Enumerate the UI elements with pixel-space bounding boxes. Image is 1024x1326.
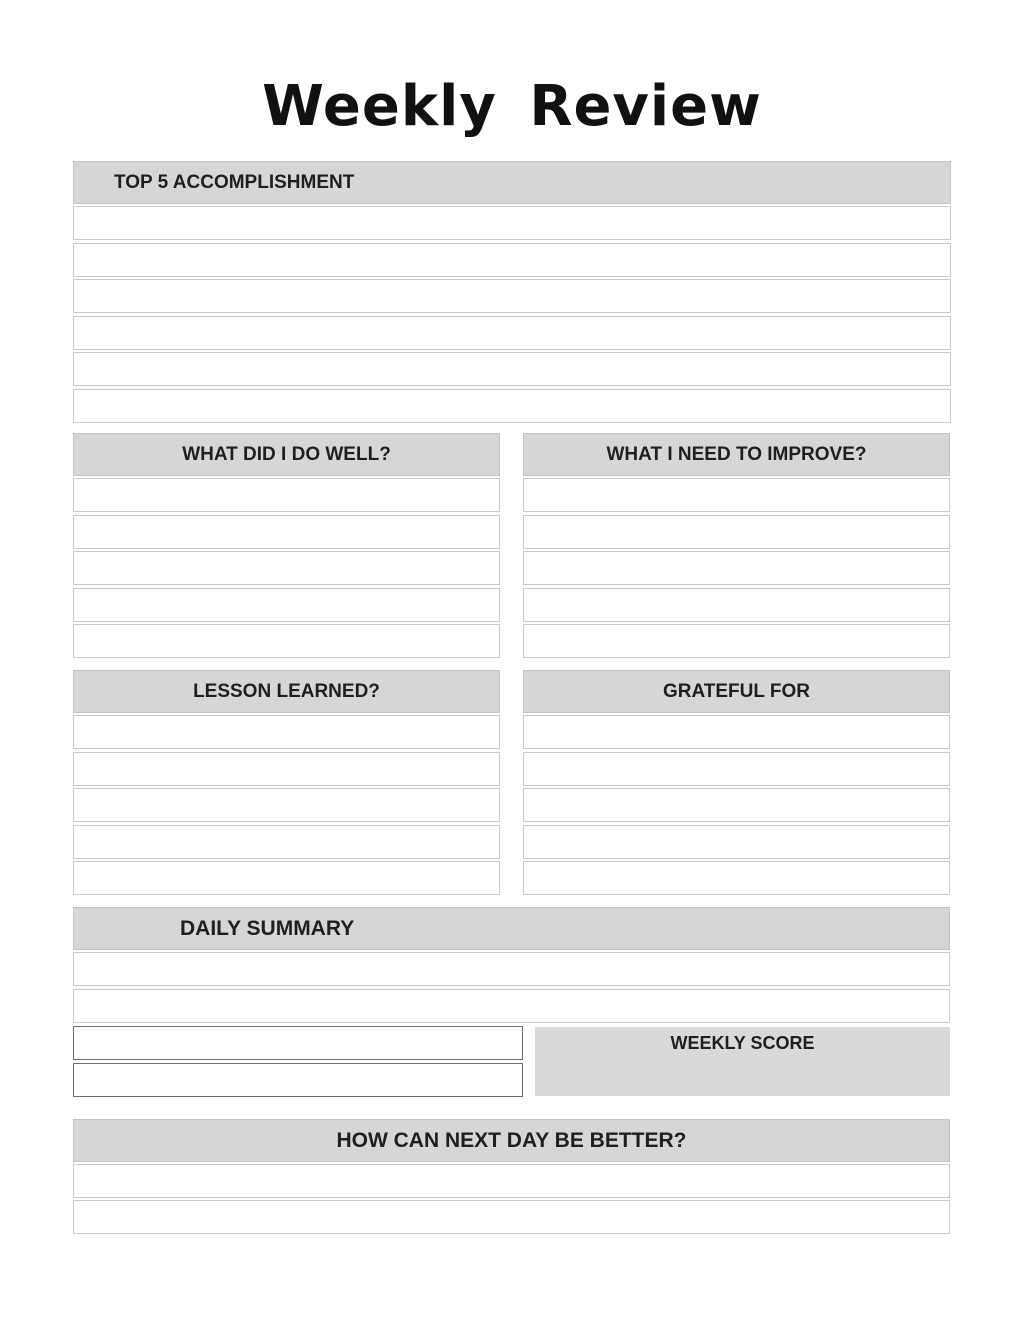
accomplishment-header: TOP 5 ACCOMPLISHMENT [73,161,951,204]
next-day-line-1[interactable] [73,1164,950,1198]
improve-line-3[interactable] [523,551,950,585]
accomplishment-line-1[interactable] [73,206,951,240]
grateful-line-1[interactable] [523,715,950,749]
did-well-line-2[interactable] [73,515,500,549]
grateful-line-5[interactable] [523,861,950,895]
accomplishment-line-3[interactable] [73,279,951,313]
improve-line-1[interactable] [523,478,950,512]
next-day-line-2[interactable] [73,1200,950,1234]
daily-summary-line-3[interactable] [73,1026,523,1060]
lesson-line-5[interactable] [73,861,500,895]
accomplishment-line-2[interactable] [73,243,951,277]
lesson-line-2[interactable] [73,752,500,786]
grateful-line-4[interactable] [523,825,950,859]
daily-summary-line-2[interactable] [73,989,950,1023]
weekly-score-box[interactable] [535,1027,950,1096]
weekly-score-label: WEEKLY SCORE [670,1033,815,1053]
grateful-header: GRATEFUL FOR [523,670,950,713]
did-well-header: WHAT DID I DO WELL? [73,433,500,476]
lesson-line-1[interactable] [73,715,500,749]
improve-line-4[interactable] [523,588,950,622]
improve-line-2[interactable] [523,515,950,549]
page-title: Weekly Review [262,74,762,139]
grateful-line-2[interactable] [523,752,950,786]
did-well-line-3[interactable] [73,551,500,585]
daily-summary-line-1[interactable] [73,952,950,986]
did-well-line-4[interactable] [73,588,500,622]
improve-line-5[interactable] [523,624,950,658]
lesson-line-3[interactable] [73,788,500,822]
accomplishment-line-6[interactable] [73,389,951,423]
did-well-line-5[interactable] [73,624,500,658]
did-well-line-1[interactable] [73,478,500,512]
improve-header: WHAT I NEED TO IMPROVE? [523,433,950,476]
accomplishment-line-4[interactable] [73,316,951,350]
accomplishment-line-5[interactable] [73,352,951,386]
lesson-line-4[interactable] [73,825,500,859]
daily-summary-header: DAILY SUMMARY [73,907,950,950]
next-day-header: HOW CAN NEXT DAY BE BETTER? [73,1119,950,1162]
grateful-line-3[interactable] [523,788,950,822]
daily-summary-line-4[interactable] [73,1063,523,1097]
lesson-header: LESSON LEARNED? [73,670,500,713]
